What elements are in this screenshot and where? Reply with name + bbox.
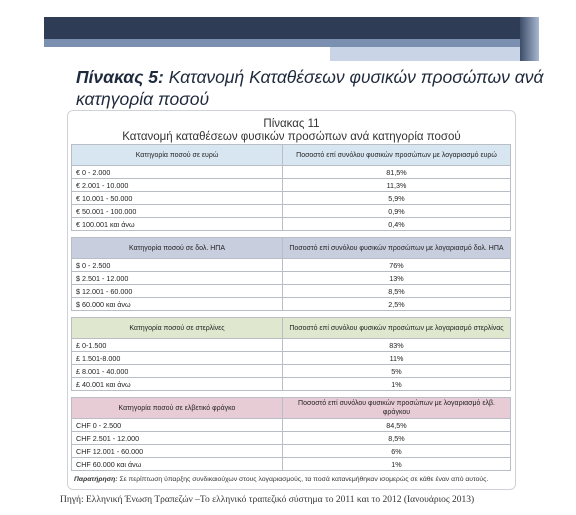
amount-range: € 10.001 - 50.000 [72,192,283,205]
percentage-value: 5,9% [283,192,511,205]
table-row [72,432,511,445]
section-gap [72,311,511,318]
percentage-value: 0,9% [283,205,511,218]
table-row [72,166,511,179]
section-gap [72,391,511,398]
amount-range: € 100.001 και άνω [72,218,283,231]
category-header: Κατηγορία ποσού σε ελβετικό φράγκο [72,398,283,419]
percentage-header: Ποσοστό επί συνόλου φυσικών προσώπων με λογαριασμό στερλίνας [283,318,511,339]
amount-range: CHF 2.501 - 12.000 [72,432,283,445]
amount-range: CHF 0 - 2.500 [72,419,283,432]
section-header-chf [72,398,511,419]
amount-range: £ 40.001 και άνω [72,378,283,391]
amount-range: CHF 12.001 - 60.000 [72,445,283,458]
percentage-header: Ποσοστό επί συνόλου φυσικών προσώπων με λογαριασμό δολ. ΗΠΑ [283,238,511,259]
section-header-gbp [72,318,511,339]
category-header: Κατηγορία ποσού σε ευρώ [72,145,283,166]
note-label: Παρατήρηση: [74,476,118,483]
amount-range: £ 0-1.500 [72,339,283,352]
source-caption: Πηγή: Ελληνική Ένωση Τραπεζών –Το ελληνικό τραπεζικό σύστημα το 2011 και το 2012 (Ιανουάριος 2013) [60,495,475,505]
table-row [72,419,511,432]
header-bar [44,17,539,39]
table-row [72,259,511,272]
table-row [72,192,511,205]
table-number: Πίνακας 11 [263,118,320,130]
section-header-eur [72,145,511,166]
percentage-value: 11% [283,352,511,365]
section-gap [72,231,511,238]
amount-range: $ 2.501 - 12.000 [72,272,283,285]
amount-range: $ 0 - 2.500 [72,259,283,272]
percentage-value: 84,5% [283,419,511,432]
percentage-value: 83% [283,339,511,352]
percentage-value: 13% [283,272,511,285]
amount-range: $ 12.001 - 60.000 [72,285,283,298]
table-title: Κατανομή καταθέσεων φυσικών προσώπων ανά κατηγορία ποσού [122,131,461,143]
percentage-value: 0,4% [283,218,511,231]
category-header: Κατηγορία ποσού σε στερλίνες [72,318,283,339]
slide-title-text: Κατανομή Καταθέσεων φυσικών προσώπων ανά κατηγορία ποσού [76,67,544,109]
slide-title-prefix: Πίνακας 5: [76,67,164,87]
table-row [72,205,511,218]
percentage-value: 6% [283,445,511,458]
percentage-value: 76% [283,259,511,272]
table-row [72,218,511,231]
note-text: Σε περίπτωση ύπαρξης συνδικαιούχων στους λογαριασμούς, τα ποσά κατανεμήθηκαν ισομερώς σε κάθε έναν από αυτούς. [119,476,489,483]
percentage-value: 1% [283,458,511,471]
amount-range: £ 8.001 - 40.000 [72,365,283,378]
table-row [72,365,511,378]
amount-range: CHF 60.000 και άνω [72,458,283,471]
header-bar-light [330,47,539,61]
table-row [72,272,511,285]
category-header: Κατηγορία ποσού σε δολ. ΗΠΑ [72,238,283,259]
section-header-usd [72,238,511,259]
percentage-header: Ποσοστό επί συνόλου φυσικών προσώπων με λογαριασμό ελβ. φράγκου [283,398,511,419]
percentage-value: 1% [283,378,511,391]
percentage-header: Ποσοστό επί συνόλου φυσικών προσώπων με λογαριασμό ευρώ [283,145,511,166]
percentage-value: 2,5% [283,298,511,311]
table-row [72,458,511,471]
table-row [72,445,511,458]
table-document [67,110,516,490]
amount-range: € 0 - 2.000 [72,166,283,179]
table-row [72,298,511,311]
header-bar-shade [520,17,539,61]
table-row [72,339,511,352]
table-row [72,179,511,192]
header-bar-accent [44,39,539,47]
amount-range: € 2.001 - 10.000 [72,179,283,192]
table-row [72,285,511,298]
percentage-value: 5% [283,365,511,378]
table-row [72,378,511,391]
amount-range: £ 1.501-8.000 [72,352,283,365]
slide-title [76,66,546,110]
amount-range: $ 60.000 και άνω [72,298,283,311]
deposits-table [71,144,511,471]
percentage-value: 8,5% [283,432,511,445]
table-note [74,475,509,484]
amount-range: € 50.001 - 100.000 [72,205,283,218]
table-row [72,352,511,365]
percentage-value: 81,5% [283,166,511,179]
percentage-value: 8,5% [283,285,511,298]
percentage-value: 11,3% [283,179,511,192]
